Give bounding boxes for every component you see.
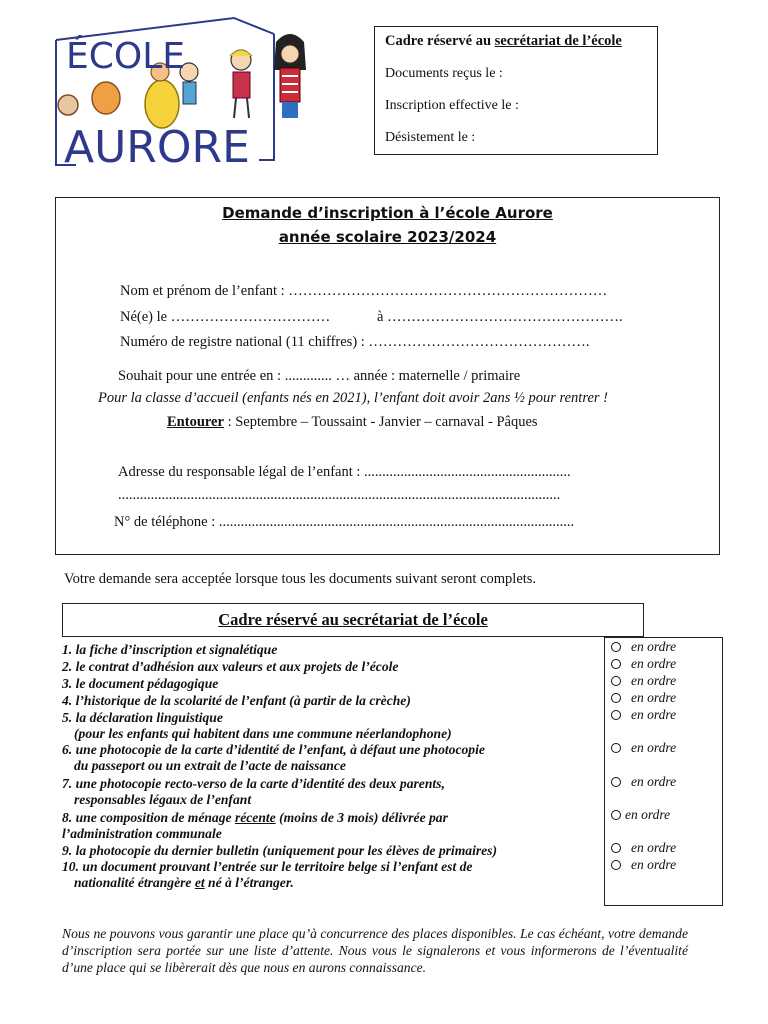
inscription-effective-label: Inscription effective le : (385, 98, 519, 113)
status-check-8[interactable]: en ordre (611, 807, 670, 823)
waiting-list-notice: Nous ne pouvons vous garantir une place qu’à concurrence des places disponibles. Le cas échéant, votre demande d’inscription sera portée sur une liste d’attente. Nous vous le signalerons et vous informerons de l’éventualité d’une place qui se libèrerait dès que nous en aurons connaissance. (62, 926, 688, 975)
radio-circle-icon[interactable] (611, 743, 621, 753)
national-registry-field[interactable]: Numéro de registre national (11 chiffres) : ………………………………………. (120, 334, 590, 350)
secretariat-checklist-title: Cadre réservé au secrétariat de l’école (62, 603, 644, 637)
document-item-5: 5. la déclaration linguistique (pour les enfants qui habitent dans une commune néerlandophone) (62, 710, 452, 741)
address-field-line2[interactable]: .......................................................................................................................... (118, 487, 561, 503)
birth-date-field[interactable]: Né(e) le …………………………… (120, 309, 331, 325)
document-item-4: 4. l’historique de la scolarité de l’enfant (à partir de la crèche) (62, 693, 411, 708)
child-figure-1 (58, 95, 78, 115)
logo-word-ecole: ÉCOLE (66, 36, 186, 77)
document-item-3: 3. le document pédagogique (62, 676, 219, 691)
child-figure-6 (274, 34, 306, 118)
form-title: Demande d’inscription à l’école Aurore (222, 204, 553, 222)
radio-circle-icon[interactable] (611, 676, 621, 686)
desistement-label: Désistement le : (385, 130, 476, 145)
accueil-note: Pour la classe d’accueil (enfants nés en 2021), l’enfant doit avoir 2ans ½ pour rentrer ! (98, 390, 608, 406)
radio-circle-icon[interactable] (611, 810, 621, 820)
radio-circle-icon[interactable] (611, 693, 621, 703)
radio-circle-icon[interactable] (611, 777, 621, 787)
document-item-10: 10. un document prouvant l’entrée sur le territoire belge si l’enfant est de nationalité étrangère et né à l’étranger. (62, 859, 473, 890)
radio-circle-icon[interactable] (611, 710, 621, 720)
child-name-field[interactable]: Nom et prénom de l’enfant : ………………………………………………………… (120, 283, 608, 299)
document-item-8: 8. une composition de ménage récente (moins de 3 mois) délivrée par l’administration communale (62, 810, 448, 841)
logo-word-aurore: AURORE (64, 122, 250, 172)
status-check-10[interactable]: en ordre (611, 857, 676, 873)
acceptance-note: Votre demande sera acceptée lorsque tous les documents suivant seront complets. (64, 571, 537, 587)
secretariat-top-box (374, 26, 658, 155)
radio-circle-icon[interactable] (611, 860, 621, 870)
address-field[interactable]: Adresse du responsable légal de l’enfant : ......................................................... (118, 464, 571, 480)
status-check-9[interactable]: en ordre (611, 840, 676, 856)
status-check-4[interactable]: en ordre (611, 690, 676, 706)
form-school-year: année scolaire 2023/2024 (278, 228, 497, 246)
desired-entry-field[interactable]: Souhait pour une entrée en : ............. … année : maternelle / primaire (118, 368, 521, 384)
secretariat-top-title: Cadre réservé au secrétariat de l’école (385, 33, 622, 49)
status-check-7[interactable]: en ordre (611, 774, 676, 790)
status-check-3[interactable]: en ordre (611, 673, 676, 689)
radio-circle-icon[interactable] (611, 843, 621, 853)
document-item-9: 9. la photocopie du dernier bulletin (uniquement pour les élèves de primaires) (62, 843, 497, 858)
child-figure-5 (230, 50, 252, 118)
radio-circle-icon[interactable] (611, 642, 621, 652)
school-logo (44, 10, 314, 172)
status-check-6[interactable]: en ordre (611, 740, 676, 756)
status-check-1[interactable]: en ordre (611, 639, 676, 655)
logo-drawing (44, 10, 314, 172)
inscription-form-box (55, 197, 720, 555)
document-item-2: 2. le contrat d’adhésion aux valeurs et aux projets de l’école (62, 659, 399, 674)
birth-place-field[interactable]: à …………………………………………. (377, 309, 623, 325)
documents-received-label: Documents reçus le : (385, 66, 503, 81)
document-item-6: 6. une photocopie de la carte d’identité de l’enfant, à défaut une photocopie du passeport ou un extrait de l’acte de naissance (62, 742, 485, 773)
radio-circle-icon[interactable] (611, 659, 621, 669)
document-item-1: 1. la fiche d’inscription et signalétique (62, 642, 278, 657)
status-check-5[interactable]: en ordre (611, 707, 676, 723)
child-figure-2 (92, 82, 120, 114)
entry-period-options[interactable]: Entourer : Septembre – Toussaint - Janvier – carnaval - Pâques (167, 414, 538, 430)
phone-field[interactable]: N° de téléphone : .................................................................................................. (114, 514, 575, 530)
status-check-2[interactable]: en ordre (611, 656, 676, 672)
document-item-7: 7. une photocopie recto-verso de la carte d’identité des deux parents, responsables légaux de l’enfant (62, 776, 445, 807)
